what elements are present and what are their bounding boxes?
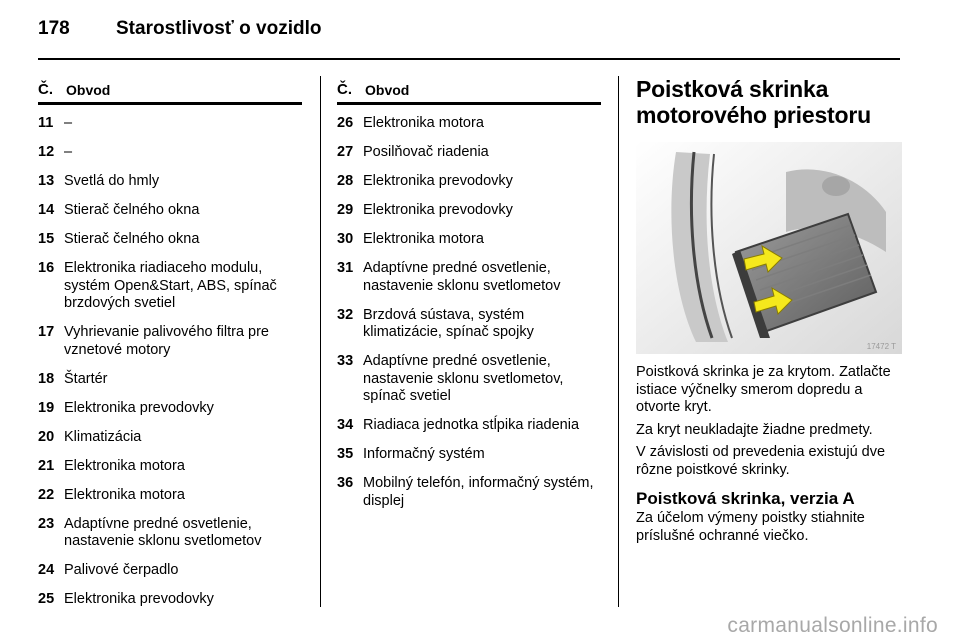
table-row bbox=[38, 487, 302, 505]
subsection-title: Poistková skrinka, verzia A bbox=[636, 489, 855, 508]
circuit-description: Riadiaca jednotka stĺpika riadenia bbox=[363, 417, 580, 433]
circuit-description: Palivové čerpadlo bbox=[64, 562, 179, 578]
table-row bbox=[38, 144, 302, 162]
table-row bbox=[337, 307, 601, 342]
fuse-number: 31 bbox=[337, 260, 354, 276]
fuse-number: 16 bbox=[38, 260, 55, 276]
circuit-description: Elektronika motora bbox=[64, 486, 185, 503]
circuit-description: Elektronika motora bbox=[363, 231, 484, 247]
fuse-number: 23 bbox=[38, 515, 55, 532]
table-row bbox=[38, 516, 302, 551]
table-header bbox=[337, 76, 601, 105]
fuse-number: 13 bbox=[38, 173, 55, 189]
section-title: Poistková skrinka motorového priestoru bbox=[636, 76, 871, 128]
table-row bbox=[337, 202, 601, 220]
table-row bbox=[337, 144, 601, 162]
fuse-table-left bbox=[38, 76, 302, 620]
table-rows bbox=[337, 115, 601, 510]
table-row bbox=[38, 260, 302, 313]
fuse-number: 25 bbox=[38, 591, 55, 607]
col-circuit-header: Obvod bbox=[365, 82, 410, 98]
table-row bbox=[337, 173, 601, 191]
fuse-number: 33 bbox=[337, 353, 354, 369]
circuit-description: Stierač čelného okna bbox=[64, 231, 200, 247]
fuse-number: 20 bbox=[38, 428, 55, 445]
circuit-description: – bbox=[64, 144, 73, 160]
table-row bbox=[38, 591, 302, 609]
fuse-number: 11 bbox=[38, 115, 54, 131]
fuse-number: 12 bbox=[38, 144, 55, 160]
fuse-table-right bbox=[337, 76, 601, 522]
circuit-description: Elektronika prevodovky bbox=[363, 202, 513, 218]
figure-code: 17472 T bbox=[866, 342, 896, 351]
fuse-number: 28 bbox=[337, 173, 354, 189]
table-row bbox=[38, 231, 302, 249]
column-divider bbox=[618, 76, 619, 607]
fuse-number: 22 bbox=[38, 486, 55, 503]
header-rule bbox=[38, 58, 900, 60]
fuse-number: 36 bbox=[337, 475, 354, 491]
table-row bbox=[337, 417, 601, 435]
table-row bbox=[337, 231, 601, 249]
circuit-description: Vyhrievanie palivového filtra pre vznetové motory bbox=[64, 324, 269, 358]
fuse-box-drawing bbox=[636, 142, 902, 354]
table-row bbox=[38, 324, 302, 359]
table-row bbox=[38, 562, 302, 580]
circuit-description: Informačný systém bbox=[363, 446, 485, 462]
fuse-number: 34 bbox=[337, 417, 354, 433]
fuse-number: 19 bbox=[38, 399, 55, 416]
table-row bbox=[337, 260, 601, 295]
circuit-description: Adaptívne predné osvetlenie, nastavenie sklonu svetlometov, spínač svetiel bbox=[363, 353, 564, 404]
table-rows bbox=[38, 115, 302, 609]
circuit-description: – bbox=[64, 115, 73, 131]
table-row bbox=[38, 173, 302, 191]
circuit-description: Elektronika prevodovky bbox=[64, 399, 214, 416]
circuit-description: Svetlá do hmly bbox=[64, 173, 160, 189]
engine-fuse-box-section bbox=[636, 76, 904, 550]
circuit-description: Štartér bbox=[64, 370, 108, 387]
circuit-description: Posilňovač riadenia bbox=[363, 144, 489, 160]
table-row bbox=[38, 400, 302, 418]
circuit-description: Adaptívne predné osvetlenie, nastavenie sklonu svetlometov bbox=[64, 515, 262, 549]
watermark: carmanualsonline.info bbox=[727, 614, 938, 637]
col-number-header: Č. bbox=[337, 81, 352, 98]
fuse-number: 15 bbox=[38, 231, 55, 247]
table-row bbox=[38, 202, 302, 220]
table-row bbox=[38, 115, 302, 133]
column-divider bbox=[320, 76, 321, 607]
circuit-description: Elektronika riadiaceho modulu, systém Open&Start, ABS, spínač brzdových svetiel bbox=[64, 260, 277, 311]
table-row bbox=[337, 446, 601, 464]
fuse-number: 14 bbox=[38, 202, 55, 218]
fuse-number: 18 bbox=[38, 370, 55, 387]
fuse-number: 32 bbox=[337, 306, 354, 323]
fuse-number: 24 bbox=[38, 562, 55, 578]
fuse-number: 26 bbox=[337, 115, 354, 131]
fuse-number: 27 bbox=[337, 144, 354, 160]
page-number: 178 bbox=[38, 18, 70, 39]
table-row bbox=[337, 115, 601, 133]
circuit-description: Elektronika prevodovky bbox=[363, 173, 513, 189]
page-header bbox=[38, 18, 321, 48]
circuit-description: Brzdová sústava, systém klimatizácie, spínač spojky bbox=[363, 306, 534, 340]
table-row bbox=[337, 353, 601, 406]
paragraph: Za účelom výmeny poistky stiahnite príslušné ochranné viečko. bbox=[636, 510, 865, 544]
circuit-description: Elektronika prevodovky bbox=[64, 591, 214, 607]
table-row bbox=[38, 458, 302, 476]
fuse-number: 17 bbox=[38, 324, 55, 340]
page-title: Starostlivosť o vozidlo bbox=[116, 18, 322, 39]
fuse-number: 30 bbox=[337, 231, 354, 247]
col-number-header: Č. bbox=[38, 81, 53, 98]
circuit-description: Elektronika motora bbox=[363, 115, 484, 131]
paragraph: Za kryt neukladajte žiadne predmety. bbox=[636, 421, 873, 438]
circuit-description: Stierač čelného okna bbox=[64, 202, 200, 218]
table-row bbox=[38, 371, 302, 389]
circuit-description: Elektronika motora bbox=[64, 457, 185, 474]
fuse-number: 21 bbox=[38, 457, 55, 474]
fuse-number: 35 bbox=[337, 446, 354, 462]
table-header bbox=[38, 76, 302, 105]
table-row bbox=[337, 475, 601, 510]
paragraph: V závislosti od prevedenia existujú dve rôzne poistkové skrinky. bbox=[636, 444, 886, 478]
fuse-box-illustration bbox=[636, 142, 902, 354]
fuse-number: 29 bbox=[337, 202, 354, 218]
table-row bbox=[38, 429, 302, 447]
circuit-description: Adaptívne predné osvetlenie, nastavenie sklonu svetlometov bbox=[363, 260, 561, 294]
circuit-description: Mobilný telefón, informačný systém, displej bbox=[363, 475, 594, 509]
col-circuit-header: Obvod bbox=[66, 82, 111, 98]
circuit-description: Klimatizácia bbox=[64, 428, 142, 445]
paragraph: Poistková skrinka je za krytom. Zatlačte istiace výčnelky smerom dopredu a otvorte kryt. bbox=[636, 364, 891, 415]
